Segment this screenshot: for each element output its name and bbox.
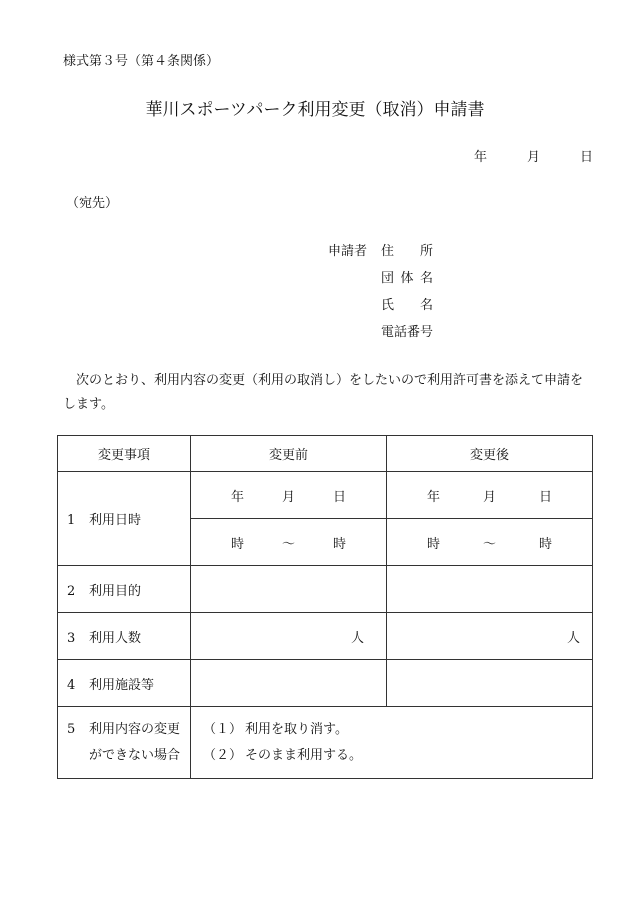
option-number: （１） — [203, 721, 243, 737]
day-label: 日 — [538, 489, 552, 505]
table-row — [58, 613, 593, 660]
label-char: 名 — [419, 298, 433, 313]
row-label: 利用内容の変更 — [89, 721, 181, 737]
before-facility-cell[interactable] — [191, 660, 387, 707]
people-unit: 人 — [566, 630, 580, 646]
options-cell — [191, 707, 593, 779]
label-char: 名 — [419, 271, 433, 286]
row-label-purpose — [58, 566, 191, 613]
label-char: 所 — [419, 244, 433, 259]
row-number: 5 — [67, 721, 76, 737]
day-label: 日 — [332, 489, 346, 505]
header-change-item: 変更事項 — [58, 436, 191, 472]
after-people-cell[interactable] — [387, 613, 593, 660]
date-month-label: 月 — [527, 150, 541, 165]
applicant-group-name-label — [381, 267, 433, 286]
row-number: 2 — [67, 583, 76, 599]
option-number: （２） — [203, 747, 243, 763]
option-keep[interactable] — [203, 743, 592, 769]
end-hour-label: 時 — [538, 536, 552, 552]
option-text: そのまま利用する。 — [245, 747, 363, 763]
start-hour-label: 時 — [427, 536, 441, 552]
change-table — [57, 435, 593, 779]
row-label: 利用目的 — [89, 583, 142, 599]
tilde: 〜 — [482, 536, 496, 552]
start-hour-label: 時 — [231, 536, 245, 552]
row-label: ができない場合 — [89, 747, 181, 763]
before-date-cell[interactable] — [191, 472, 387, 519]
body-text: 次のとおり、利用内容の変更（利用の取消し）をしたいので利用許可書を添えて申請をします。 — [63, 373, 584, 412]
row-label-if-change-impossible — [58, 707, 191, 779]
option-text: 利用を取り消す。 — [245, 721, 348, 737]
month-label: 月 — [482, 489, 496, 505]
row-number: 3 — [67, 630, 76, 646]
date-day-label: 日 — [580, 150, 594, 165]
after-purpose-cell[interactable] — [387, 566, 593, 613]
table-row — [58, 707, 593, 779]
year-label: 年 — [427, 489, 441, 505]
label-char: 団 — [381, 271, 395, 286]
label-char: 体 — [400, 271, 414, 286]
applicant-label: 申請者 — [328, 244, 368, 259]
applicant-address-label — [381, 240, 433, 259]
row-label: 利用人数 — [89, 630, 142, 646]
row-label-datetime — [58, 472, 191, 566]
people-unit: 人 — [350, 630, 364, 646]
before-purpose-cell[interactable] — [191, 566, 387, 613]
row-label: 利用施設等 — [89, 677, 155, 693]
tilde: 〜 — [281, 536, 295, 552]
table-header-row — [58, 436, 593, 472]
form-number: 様式第３号（第４条関係） — [63, 54, 220, 69]
header-after: 変更後 — [387, 436, 593, 472]
row-label-facility — [58, 660, 191, 707]
table-row — [58, 566, 593, 613]
year-label: 年 — [231, 489, 245, 505]
applicant-name-label — [381, 294, 433, 313]
row-label: 利用日時 — [89, 513, 142, 528]
table-row — [58, 660, 593, 707]
end-hour-label: 時 — [332, 536, 346, 552]
table-row — [58, 472, 593, 519]
after-date-cell[interactable] — [387, 472, 593, 519]
row-number: 4 — [67, 677, 76, 693]
form-title: 華川スポーツパーク利用変更（取消）申請書 — [145, 100, 485, 120]
month-label: 月 — [281, 489, 295, 505]
addressee: （宛先） — [66, 196, 119, 211]
label-char: 住 — [381, 244, 395, 259]
row-label-people — [58, 613, 191, 660]
after-time-cell[interactable] — [387, 519, 593, 566]
option-cancel[interactable] — [203, 717, 592, 743]
applicant-phone-label: 電話番号 — [381, 325, 434, 340]
before-time-cell[interactable] — [191, 519, 387, 566]
label-char: 氏 — [381, 298, 395, 313]
before-people-cell[interactable] — [191, 613, 387, 660]
header-before: 変更前 — [191, 436, 387, 472]
date-year-label: 年 — [474, 150, 488, 165]
row-number: 1 — [67, 513, 76, 528]
after-facility-cell[interactable] — [387, 660, 593, 707]
